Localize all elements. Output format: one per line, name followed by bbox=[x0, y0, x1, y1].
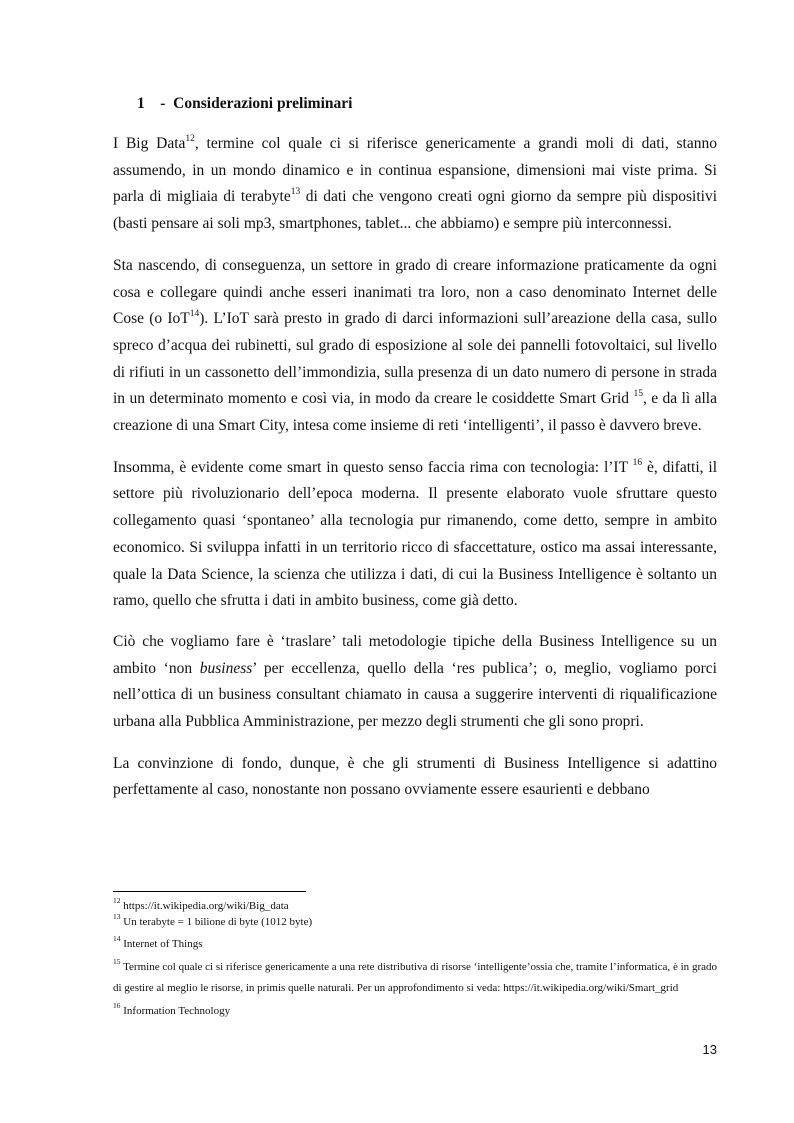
paragraph-text: ). L’IoT sarà presto in grado di darci informazioni sull’areazione della casa, sullo spreco d’acqua dei rubinetti, sul grado di esposizione al sole dei pannelli fotovoltaici, sul livello di rifiuti in un cassonetto dell’immondizia, sulla presenza di un dato numero di persone in strada in un determinato momento e così via, in modo da creare le cosiddette Smart Grid bbox=[113, 310, 717, 408]
footnote-14 bbox=[113, 935, 717, 954]
footnote-number: 15 bbox=[113, 957, 121, 967]
footnote-ref-16: 16 bbox=[632, 457, 643, 468]
footnote-text: Termine col quale ci si riferisce genericamente a una rete distributiva di risorse ‘intelligente’ossia che, tramite l’informatica, è in grado di gestire al meglio le risorse, in primis quelle naturali. Per un approfondimento si veda: https://it.wikipedia.org/wiki/Smart_grid bbox=[113, 961, 717, 994]
section-heading bbox=[137, 95, 352, 113]
paragraph-text: , termine col quale ci si riferisce genericamente a grandi moli di dati, stanno assumendo, in un mondo dinamico e in continua espansione, dimensioni mai viste prima. Si parla di migliaia di terabyte bbox=[113, 135, 717, 206]
paragraph-4 bbox=[113, 629, 717, 736]
paragraph-text: è, difatti, il settore più rivoluzionario dell’epoca moderna. Il presente elaborato vuole sfruttare questo collegamento quasi ‘spontaneo’ alla tecnologia pur rimanendo, come detto, sempre in ambito economico. Si sviluppa infatti in un territorio ricco di sfaccettature, ostico ma assai interessante, quale la Data Science, la scienza che utilizza i dati, di cui la Business Intelligence è soltanto un ramo, quello che sfrutta i dati in ambito business, come già detto. bbox=[113, 458, 717, 610]
footnote-text: Information Technology bbox=[120, 1005, 231, 1017]
footnotes bbox=[113, 897, 717, 1021]
footnote-number: 16 bbox=[113, 1001, 121, 1011]
section-separator: - bbox=[160, 95, 166, 112]
footnote-separator bbox=[113, 891, 306, 892]
footnote-text: Internet of Things bbox=[120, 938, 203, 950]
footnote-ref-15: 15 bbox=[633, 389, 643, 400]
section-number: 1 bbox=[137, 95, 145, 112]
paragraph-text: Ciò che vogliamo fare è ‘traslare’ tali metodologie tipiche della Business Intelligence su un ambito ‘non bbox=[113, 632, 717, 677]
footnote-15 bbox=[113, 957, 717, 999]
footnote-ref-13: 13 bbox=[290, 187, 301, 198]
footnote-text: Un terabyte = 1 bilione di byte (1012 byte) bbox=[120, 916, 313, 928]
paragraph-1 bbox=[113, 131, 717, 238]
paragraph-2 bbox=[113, 253, 717, 440]
page-number: 13 bbox=[702, 1042, 717, 1057]
footnote-number: 14 bbox=[113, 934, 121, 944]
paragraph-5 bbox=[113, 751, 717, 804]
paragraph-text: , e da lì alla creazione di una Smart City, intesa come insieme di reti ‘intelligenti’, il passo è davvero breve. bbox=[113, 390, 717, 435]
paragraph-text: I Big Data bbox=[113, 135, 186, 152]
section-title: Considerazioni preliminari bbox=[173, 95, 353, 112]
footnote-16 bbox=[113, 1002, 717, 1021]
footnote-13 bbox=[113, 913, 717, 932]
footnote-number: 12 bbox=[113, 896, 121, 906]
emphasis-business: business bbox=[199, 659, 253, 677]
footnote-ref-14: 14 bbox=[189, 309, 200, 320]
paragraph-text: La convinzione di fondo, dunque, è che gli strumenti di Business Intelligence si adattino perfettamente al caso, nonostante non possano ovviamente essere esaurienti e debbano bbox=[113, 754, 717, 799]
footnote-number: 13 bbox=[113, 912, 121, 922]
body-text bbox=[113, 131, 717, 819]
paragraph-text: Sta nascendo, di conseguenza, un settore in grado di creare informazione praticamente da ogni cosa e collegare quindi anche esseri inanimati tra loro, non a caso denominato Internet delle Cose (o IoT bbox=[113, 256, 717, 328]
paragraph-text: di dati che vengono creati ogni giorno da sempre più dispositivi (basti pensare ai soli mp3, smartphones, tablet... che abbiamo) e sempre più interconnessi. bbox=[113, 188, 718, 233]
paragraph-text: ’ per eccellenza, quello della ‘res publica’; o, meglio, vogliamo porci nell’ottica di un business consultant chiamato in causa a suggerire interventi di riqualificazione urbana alla Pubblica Amministrazione, per mezzo degli strumenti che gli sono propri. bbox=[113, 659, 717, 731]
footnote-ref-12: 12 bbox=[185, 133, 195, 144]
paragraph-text: Insomma, è evidente come smart in questo senso faccia rima con tecnologia: l’IT bbox=[113, 458, 633, 476]
paragraph-3 bbox=[113, 455, 717, 615]
footnote-link[interactable]: https://it.wikipedia.org/wiki/Big_data bbox=[120, 900, 289, 912]
